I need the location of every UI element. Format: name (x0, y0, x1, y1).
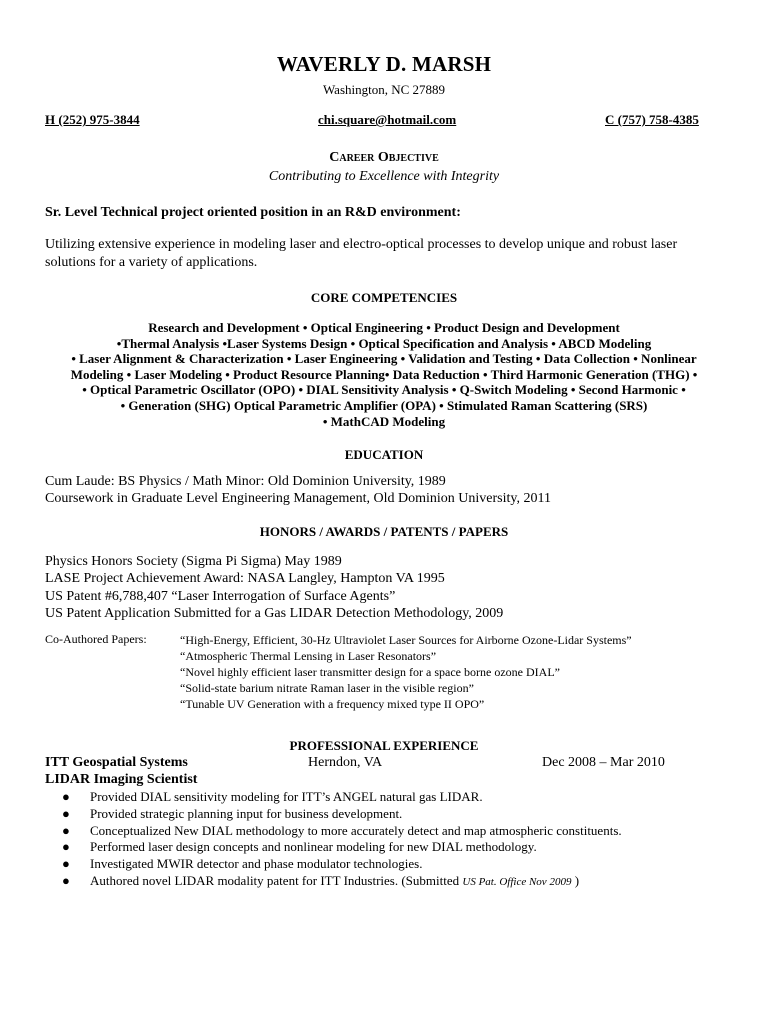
paper-title: “High-Energy, Efficient, 30-Hz Ultraviolet Laser Sources for Airborne Ozone-Lidar Systems” (180, 633, 632, 647)
competency-line: • Optical Parametric Oscillator (OPO) • DIAL Sensitivity Analysis • Q-Switch Modeling • Second Harmonic • (82, 382, 686, 398)
honor-line: US Patent Application Submitted for a Gas LIDAR Detection Methodology, 2009 (45, 605, 504, 621)
honors-heading: HONORS / AWARDS / PATENTS / PAPERS (259, 524, 509, 539)
career-objective-tagline: Contributing to Excellence with Integrity (268, 169, 500, 184)
bullet-text: Investigated MWIR detector and phase modulator technologies. (90, 856, 423, 872)
competency-line: Modeling • Laser Modeling • Product Resource Planning• Data Reduction • Third Harmonic Generation (THG) • (70, 366, 698, 382)
list-item (62, 856, 622, 873)
job-dates: Dec 2008 – Mar 2010 (542, 755, 665, 770)
bullet-text: Provided strategic planning input for business development. (90, 805, 403, 821)
honor-line: LASE Project Achievement Award: NASA Langley, Hampton VA 1995 (45, 571, 445, 587)
candidate-location: Washington, NC 27889 (322, 82, 446, 97)
list-item (62, 789, 622, 806)
career-summary: Utilizing extensive experience in modeling laser and electro-optical processes to develop unique and robust laser solutions for a variety of applications. (45, 237, 678, 270)
career-objective-heading: Career Objective (329, 150, 439, 165)
core-competencies-heading: CORE COMPETENCIES (310, 290, 458, 305)
bullet-text: Provided DIAL sensitivity modeling for ITT’s ANGEL natural gas LIDAR. (90, 789, 483, 804)
paper-title: “Tunable UV Generation with a frequency mixed type II OPO” (180, 697, 485, 711)
education-line: Cum Laude: BS Physics / Math Minor: Old Dominion University, 1989 (45, 474, 446, 489)
competency-line: • Laser Alignment & Characterization • Laser Engineering • Validation and Testing • Data Collection • Nonlinear (71, 351, 697, 367)
competency-line: Research and Development • Optical Engineering • Product Design and Development (148, 320, 620, 335)
list-item (62, 839, 622, 856)
patent-note: US Pat. Office Nov 2009 (462, 875, 572, 888)
bullet-icon: ● (62, 805, 70, 821)
candidate-name: WAVERLY D. MARSH (276, 52, 492, 76)
paper-title: “Atmospheric Thermal Lensing in Laser Resonators” (180, 649, 437, 663)
bullet-icon: ● (62, 789, 70, 804)
paper-title: “Solid-state barium nitrate Raman laser in the visible region” (180, 681, 474, 695)
education-list (45, 473, 551, 508)
competency-line: • Generation (SHG) Optical Parametric Amplifier (OPA) • Stimulated Raman Scattering (SRS) (120, 397, 648, 413)
papers-list (180, 632, 632, 712)
bullet-text: Authored novel LIDAR modality patent for ITT Industries. (Submitted (90, 872, 463, 888)
home-phone: H (252) 975-3844 (45, 112, 140, 127)
job-bullet-list (62, 789, 622, 891)
paper-title: “Novel highly efficient laser transmitter design for a space borne ozone DIAL” (180, 665, 560, 679)
job-location: Herndon, VA (308, 755, 383, 770)
target-position: Sr. Level Technical project oriented position in an R&D environment: (45, 205, 461, 220)
bullet-text: Conceptualized New DIAL methodology to more accurately detect and map atmospheric constituents. (90, 822, 622, 838)
list-item (62, 806, 622, 823)
list-item (62, 823, 622, 840)
competency-line: •Thermal Analysis •Laser Systems Design • Optical Specification and Analysis • ABCD Modeling (116, 335, 652, 351)
job-company: ITT Geospatial Systems (45, 755, 188, 770)
honor-line: US Patent #6,788,407 “Laser Interrogation of Surface Agents” (45, 588, 396, 604)
honor-line: Physics Honors Society (Sigma Pi Sigma) May 1989 (45, 554, 342, 569)
education-line: Coursework in Graduate Level Engineering Management, Old Dominion University, 2011 (45, 491, 551, 507)
core-competencies-list (40, 320, 728, 429)
bullet-icon: ● (62, 822, 70, 838)
competency-line: • MathCAD Modeling (322, 413, 446, 429)
bullet-icon: ● (62, 856, 70, 872)
bullet-text: Performed laser design concepts and nonlinear modeling for new DIAL methodology. (90, 839, 537, 855)
cell-phone: C (757) 758-4385 (605, 112, 699, 127)
bullet-icon: ● (62, 839, 70, 855)
experience-heading: PROFESSIONAL EXPERIENCE (289, 738, 479, 753)
job-title: LIDAR Imaging Scientist (45, 772, 198, 787)
education-heading: EDUCATION (344, 447, 424, 462)
bullet-close: ) (571, 872, 580, 888)
email-address[interactable]: chi.square@hotmail.com (318, 112, 457, 127)
honors-list (45, 553, 503, 622)
papers-label: Co-Authored Papers: (45, 632, 147, 646)
bullet-icon: ● (62, 872, 70, 888)
list-item (62, 873, 622, 891)
